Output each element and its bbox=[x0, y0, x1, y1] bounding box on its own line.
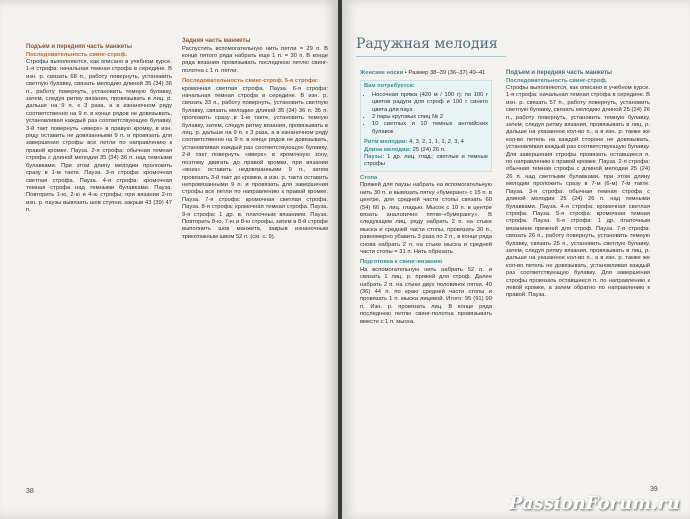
site-watermark: PassionForum.ru bbox=[508, 493, 680, 514]
materials-item: • 10 светлых и 10 темных английских булавок bbox=[372, 121, 488, 136]
title-divider bbox=[356, 56, 506, 57]
section-heading: Подъем и передняя часть манжеты bbox=[506, 70, 613, 76]
left-column-1 bbox=[26, 44, 172, 218]
section-subheading: Последовательность свинг-строф. bbox=[26, 51, 128, 58]
prep-heading: Подготовка к свинг-вязанию bbox=[360, 259, 443, 266]
section-subheading: Последовательность свинг-строф. bbox=[506, 77, 608, 84]
section-heading: Задняя часть манжеты bbox=[182, 38, 251, 44]
pauses-text: 1 др. лиц. глад.; светлые и темные строфы bbox=[364, 154, 488, 168]
body-text: кромочная светлая строфа. Пауза. 6-я строфа: начальная темная строфа в середине. В изн. р. связать 33 п., работу повернуть, установить светлую булавку, связать мелодию длиной 35 (34) 36 п. 35 п. проложить сразу в 1-м такте, установить темную булавку, затем, следуя ритму вязания, провязывать в лиц. р. дальше на 9 п. х 3 раза, а в изнаночном ряду соответственно на 9 п. в конце рядов не довязывать, установливая каждый раз соответствующую булавку. 2-й такт повернуть «вверх» в кромочную зону, поэтому двигать до правой кромки, при вязании «вниз» оставить недовязанными 9 п., затем провязать 3-й такт до кромки, в изн. р. такта оставить непровязанными 9 п. и провязать для завершения строфы все петли по направлению к правой кромке. Пауза. 7-я строфа: кромочная светлая строфа. Пауза. 8-я строфа: кромочная темная строфа. Пауза. 9-я строфа: 1 др. в. платочным вязанием. Пауза. Повторить 8-ю, 7-ю и 8-ю строфы, затем в 8-й строфе выполнить шов манжета, закрыв изнаночным трикотажным швом 52 п. (см. с. 9). bbox=[182, 85, 328, 240]
page-title: Радужная мелодия bbox=[356, 36, 498, 52]
rhythm-label: Ритм мелодии: bbox=[364, 139, 408, 146]
body-text: Строфы выполняются, как описано в учебном курсе. 1-я строфа: начальная темная строфа в середине. В изн. р. связать 57 п., работу повернуть, установить светлую булавку, связать мелодию длиной 25 (24) 26 п., работу повернуть, установить темную булавку, затем, следуя ритму вязания, провязывать в лиц. р. дальше на указанное кол-во п., а в изн. р. также же кол-во петель на каждой стороне не довязывать, установливая каждый раз соответствующую булавку. Для завершения строфы провязать оставшиеся п. по направлению к правой кромке. Пауза. 2-я строфа: обычная темная строфа с длиной мелодии 25 (24) 26 п. над светлыми булавками, при этом длину мелодии проложить сразу в 7-м (6-м) 7-м такте. Пауза. 3-я строфа: обычная темная строфа с длиной мелодии 25 (24) 26 п. над темными булавками. Пауза. 4-я строфа: кромочная светлая строфа. Пауза. 5-я строфа: кромочная темная строфа. Пауза. 6-я строфа: 1 др. платочным вязанием прежней для строф. Пауза. 7-я строфа: связать 26 п., работу повернуть, установить темную булавку, связать 25 п., установить светлую булавку, затем, следуя ритму вязания, провязывать в лиц. р. дальше на указанное кол-во п., а в изн. р. также же кол-во петель не довязывать, установливая каждый раз соответствующую булавку. Для завершения строфы провязать оставшиеся п. по направлению к левой кромке, а затем обратно по направлению к правой. Пауза. bbox=[506, 85, 650, 299]
length-text: 25 (24) 26 п. bbox=[412, 146, 446, 153]
pauses-label: Паузы: bbox=[364, 154, 385, 161]
lead-text: • Размер 38–39 (36–37) 40–41 bbox=[404, 70, 486, 76]
section-heading: Подъем и передняя часть манжеты bbox=[26, 44, 133, 50]
right-column-2 bbox=[506, 70, 650, 303]
left-column-2 bbox=[182, 38, 328, 244]
body-text: Строфы выполняются, как описано в учебном курсе. 1-я строфа: начальная темная строфа в середине. В изн. р. связать 68 п., работу повернуть, установить светлую булавку, связать мелодию длиной 35 (34) 36 п., работу повернуть, установить темную булавку, затем, следуя ритму вязания, провязывать в лиц. р. дальше на 9 п. х 3 раза, а в изнаночном ряду соответственно на 9 п. в конце рядов не довязывать, установливая каждый раз соответствующую булавку. 3-й такт повернуть «вверх» в правую кромку, в изн. ряду оставить не довязанными 9 п. и провязать для завершения строфы все петли по направлению к правой кромке. Пауза. 2-я строфа: обычная темная строфа с длиной мелодии 35 (34) 36 п. над темными булавками. При этом длину мелодии проложить сразу в 1-м такте. Пауза. 3-я строфа: кромочная светлая строфа. Пауза. 4-я строфа: кромочная темная строфа над темными булавками. Пауза. Повторить 1-ю, 2-ю и 4-ю строфы; при вязании 2-го изн. р. паузы вывязать шов ступни, закрыв 43 (39) 47 п. bbox=[26, 59, 172, 214]
materials-heading: Вам потребуется: bbox=[364, 83, 415, 90]
materials-item: • 2 пары круговых спиц № 2 bbox=[372, 114, 488, 121]
page-number: 39 bbox=[650, 486, 658, 493]
materials-item: • Носочная пряжа (420 м / 100 г): по 100 г цветов радуги для строф и 100 г синего цвета для пауз bbox=[372, 92, 488, 114]
materials-list bbox=[372, 92, 488, 136]
body-text: Распустить вспомогательную нить петли = 29 п. В конце пятого ряда набрать еще 1 п. = 30 п. В конце ряда вязания провязывать последнюю петлю свинг-полотна с 1 п. петли. bbox=[182, 45, 328, 74]
length-label: Длина мелодии: bbox=[364, 146, 412, 153]
left-page bbox=[0, 0, 338, 519]
lead-label: Женские носки bbox=[360, 70, 404, 76]
prep-text: На вспомогательную нить набрать 52 п. и связать 1 лиц. р. пряжей для строф. Далее набрать 2 п. на стыке двух половинок пятки, 40 (36) 44 п. по краю средней части стопы и провязать 1 п. мыска лицевой. Итого: 95 (91) 99 п. Изн. р. провязать лиц. В конце ряда последнюю петлю свинг-полотна провязывать вместе с 1 п. мыска. bbox=[360, 266, 492, 325]
right-column-1 bbox=[360, 70, 492, 329]
page-number: 38 bbox=[26, 488, 34, 495]
foot-text: Пряжей для паузы набрать на вспомогательную нить 30 п. и вывязать пятку «бумеранг» с 15 п. в центре, для средней части стопы связать 60 (54) 66 р. лиц. гладью. Мысок с 10 п. в центре вязать аналогично пятке-«бумерангу». В следующем лиц. ряду набрать 2 п. на стыке мыска и средней части стопы, провязать 30 п., равномерно убавить 3 раза по 2 п., в конце ряда снова набрать 2 п. на стыке мыска и средней части стопы = 31 п. Нить обрезать. bbox=[360, 182, 492, 255]
rhythm-text: 4, 3, 2, 1, 1, 1, 2, 3, 4 bbox=[409, 139, 464, 146]
materials-box bbox=[360, 80, 492, 171]
section-subheading: Последовательность свинг-строф. 5-я строфа: bbox=[182, 78, 319, 85]
foot-heading: Стопа bbox=[360, 174, 378, 181]
